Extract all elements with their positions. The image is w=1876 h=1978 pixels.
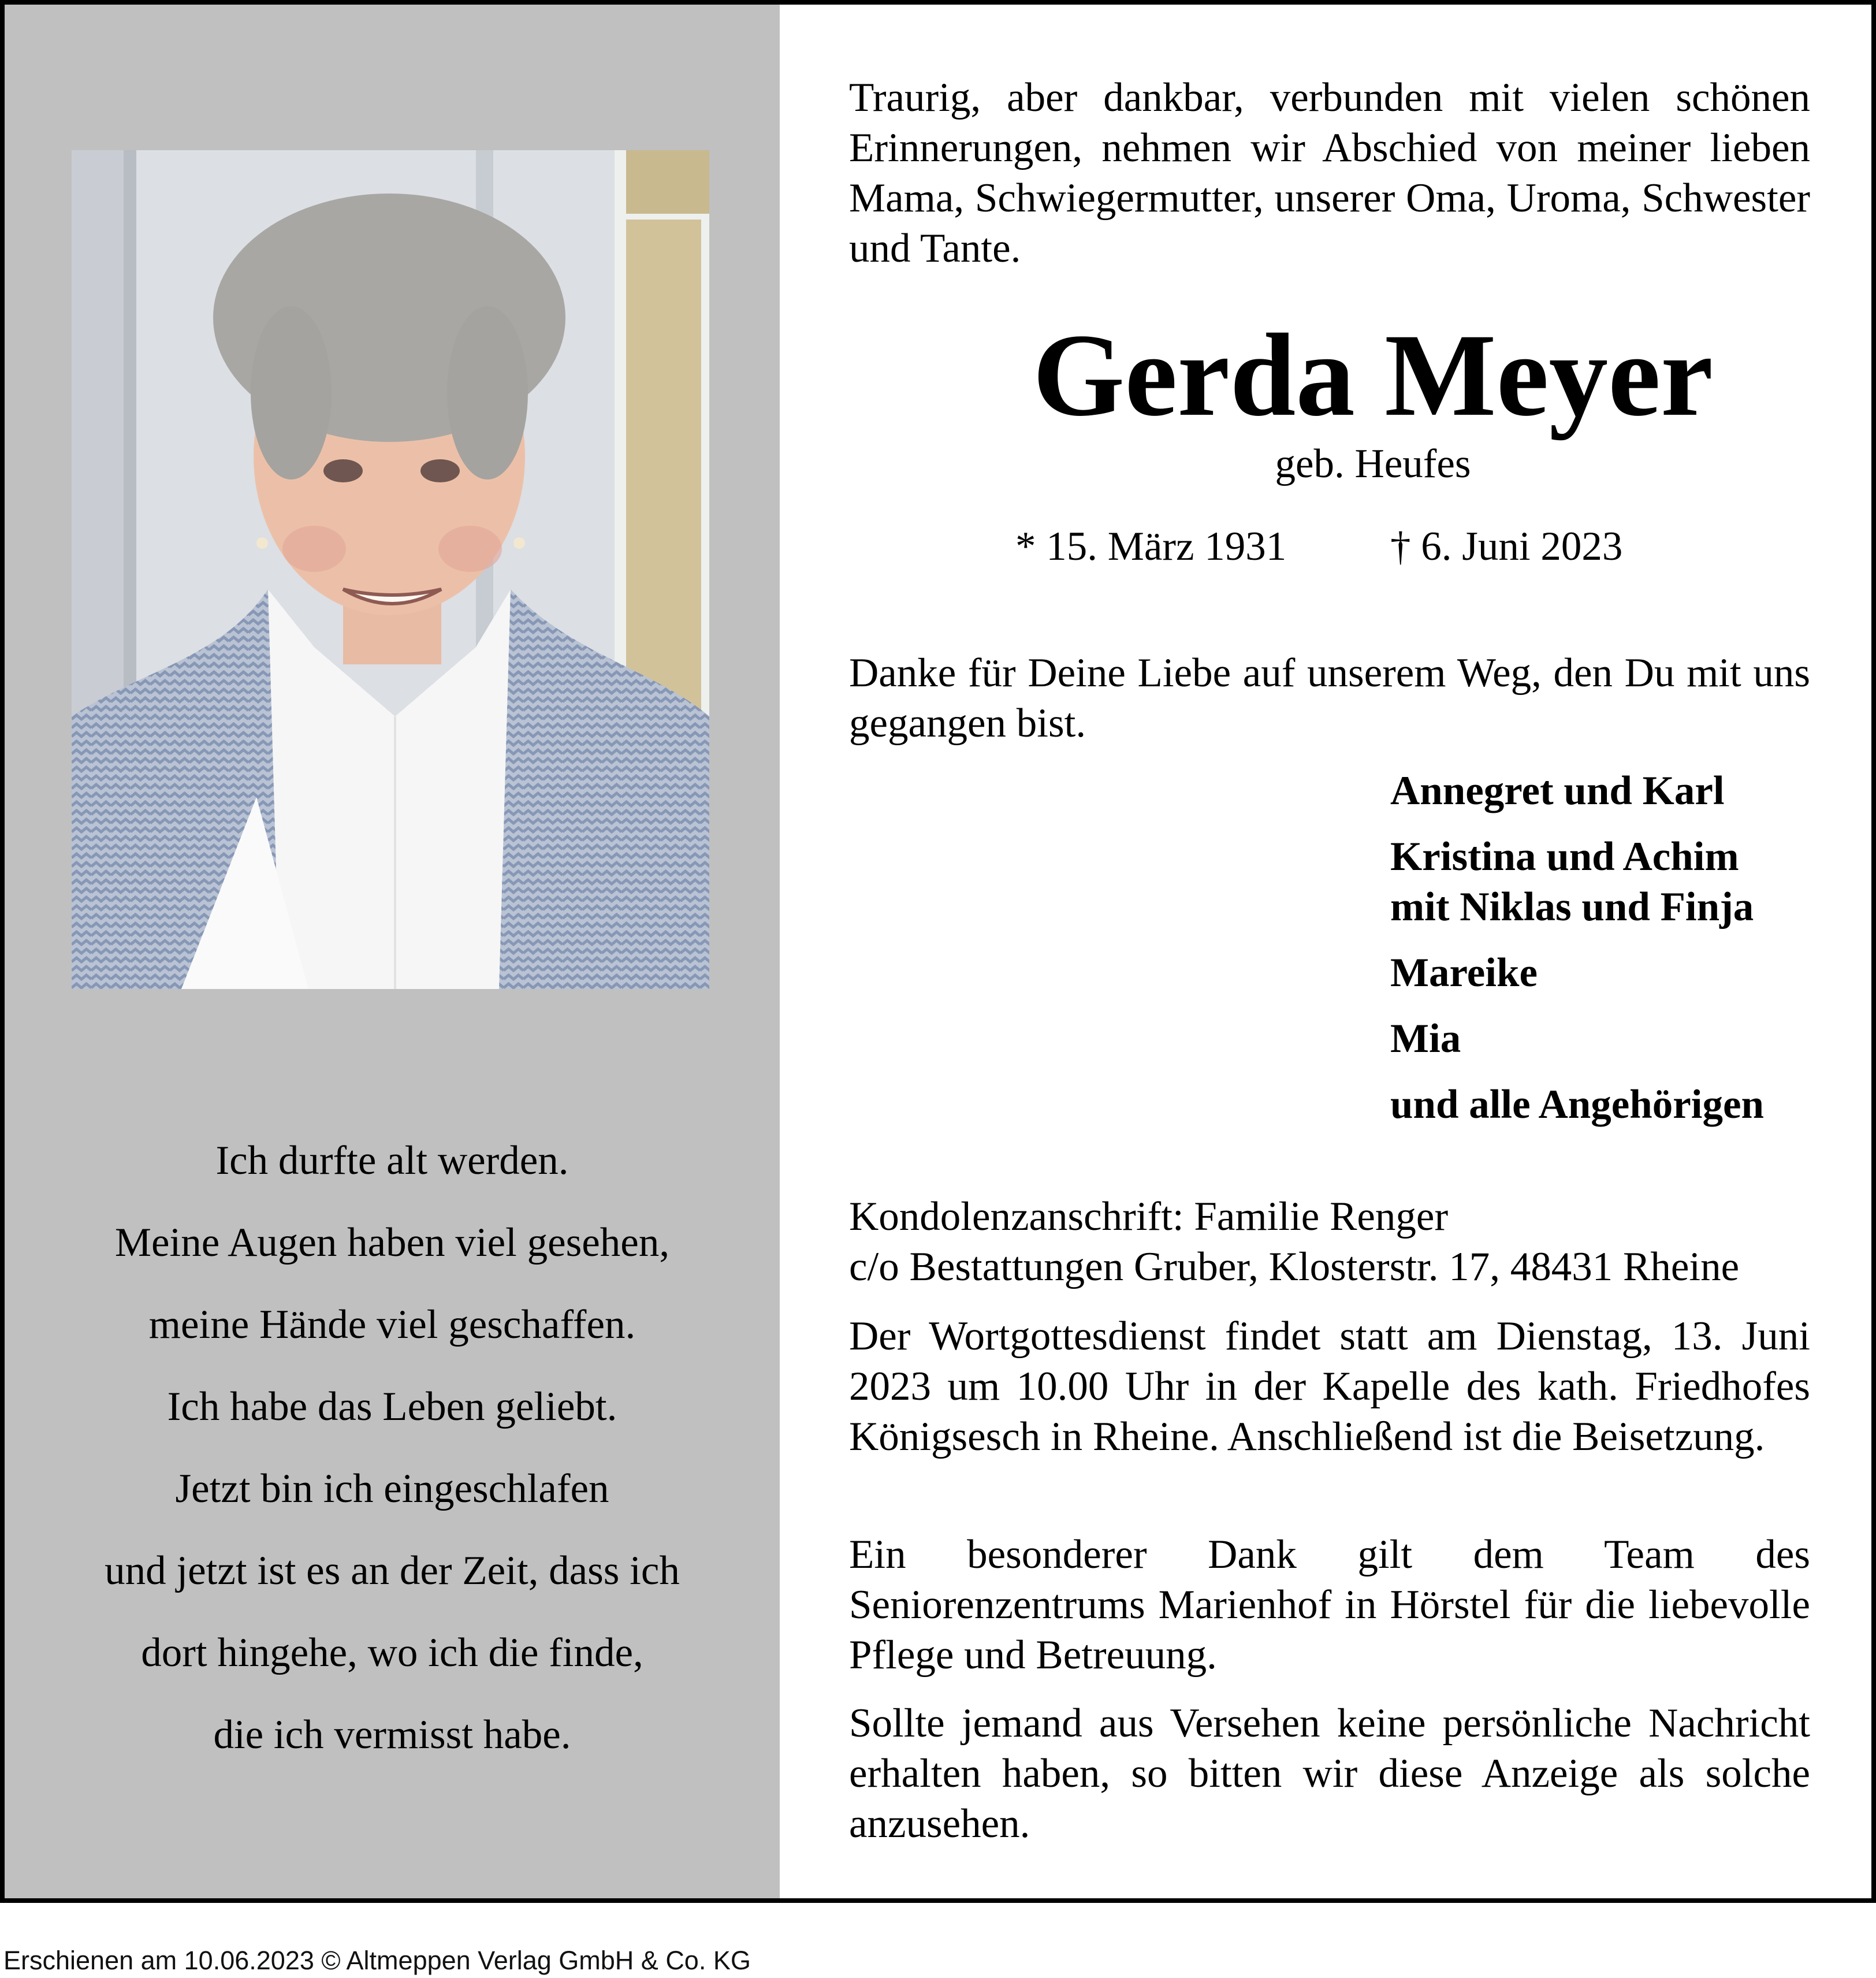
family-line: Kristina und Achim (1390, 834, 1739, 879)
poem-line: dort hingehe, wo ich die finde, (141, 1630, 643, 1675)
poem-line: Jetzt bin ich eingeschlafen (175, 1466, 609, 1511)
family-group (1390, 1014, 1764, 1064)
poem (5, 1120, 780, 1776)
deceased-name: Gerda Meyer (1032, 310, 1714, 441)
poem-line: meine Hände viel geschaffen. (148, 1302, 636, 1347)
gratitude-paragraph: Ein besonderer Dank gilt dem Team des Seniorenzentrums Marienhof in Hörstel für die liebevolle Pflege und Betreuung. (849, 1532, 1810, 1678)
family-line: und alle Angehörigen (1390, 1082, 1765, 1127)
family-group (1390, 832, 1764, 932)
thanks-paragraph: Danke für Deine Liebe auf unserem Weg, den Du mit uns gegangen bist. (849, 650, 1810, 746)
maiden-name: geb. Heufes (1275, 441, 1471, 486)
left-panel (5, 5, 780, 1898)
poem-line: und jetzt ist es an der Zeit, dass ich (105, 1548, 680, 1593)
family-group (1390, 766, 1764, 816)
address-line: Kondolenzanschrift: Familie Renger (849, 1194, 1449, 1239)
death-date: † 6. Juni 2023 (1390, 524, 1623, 569)
address-line: c/o Bestattungen Gruber, Klosterstr. 17, 48431 Rheine (849, 1244, 1740, 1289)
birth-date: * 15. März 1931 (1015, 524, 1287, 569)
service-paragraph: Der Wortgottesdienst findet statt am Dienstag, 13. Juni 2023 um 10.00 Uhr in der Kapelle des kath. Friedhofes Königsesch in Rheine. Anschließend ist die Beisetzung. (849, 1314, 1810, 1459)
family-group (1390, 948, 1764, 998)
condolence-address (849, 1192, 1810, 1292)
family-group (1390, 1080, 1764, 1130)
poem-line: Meine Augen haben viel gesehen, (114, 1220, 670, 1265)
intro-paragraph: Traurig, aber dankbar, verbunden mit vielen schönen Erinnerungen, nehmen wir Abschied von meiner lieben Mama, Schwiegermutter, unserer Oma, Uroma, Schwester und Tante. (849, 75, 1810, 271)
family-line: Mareike (1390, 950, 1538, 995)
family-line: Mia (1390, 1016, 1461, 1061)
family-line: Annegret und Karl (1390, 768, 1725, 813)
notice-paragraph: Sollte jemand aus Versehen keine persönliche Nachricht erhalten haben, so bitten wir diese Anzeige als solche anzusehen. (849, 1701, 1810, 1846)
family-line: mit Niklas und Finja (1390, 884, 1754, 929)
poem-line: die ich vermisst habe. (213, 1712, 571, 1757)
publication-footer: Erschienen am 10.06.2023 © Altmeppen Verlag GmbH & Co. KG (3, 1946, 751, 1975)
family-signatures (1390, 766, 1764, 1146)
portrait-photo (72, 150, 709, 989)
poem-line: Ich habe das Leben geliebt. (167, 1384, 617, 1429)
portrait-image (72, 150, 709, 989)
poem-line: Ich durfte alt werden. (215, 1138, 569, 1183)
